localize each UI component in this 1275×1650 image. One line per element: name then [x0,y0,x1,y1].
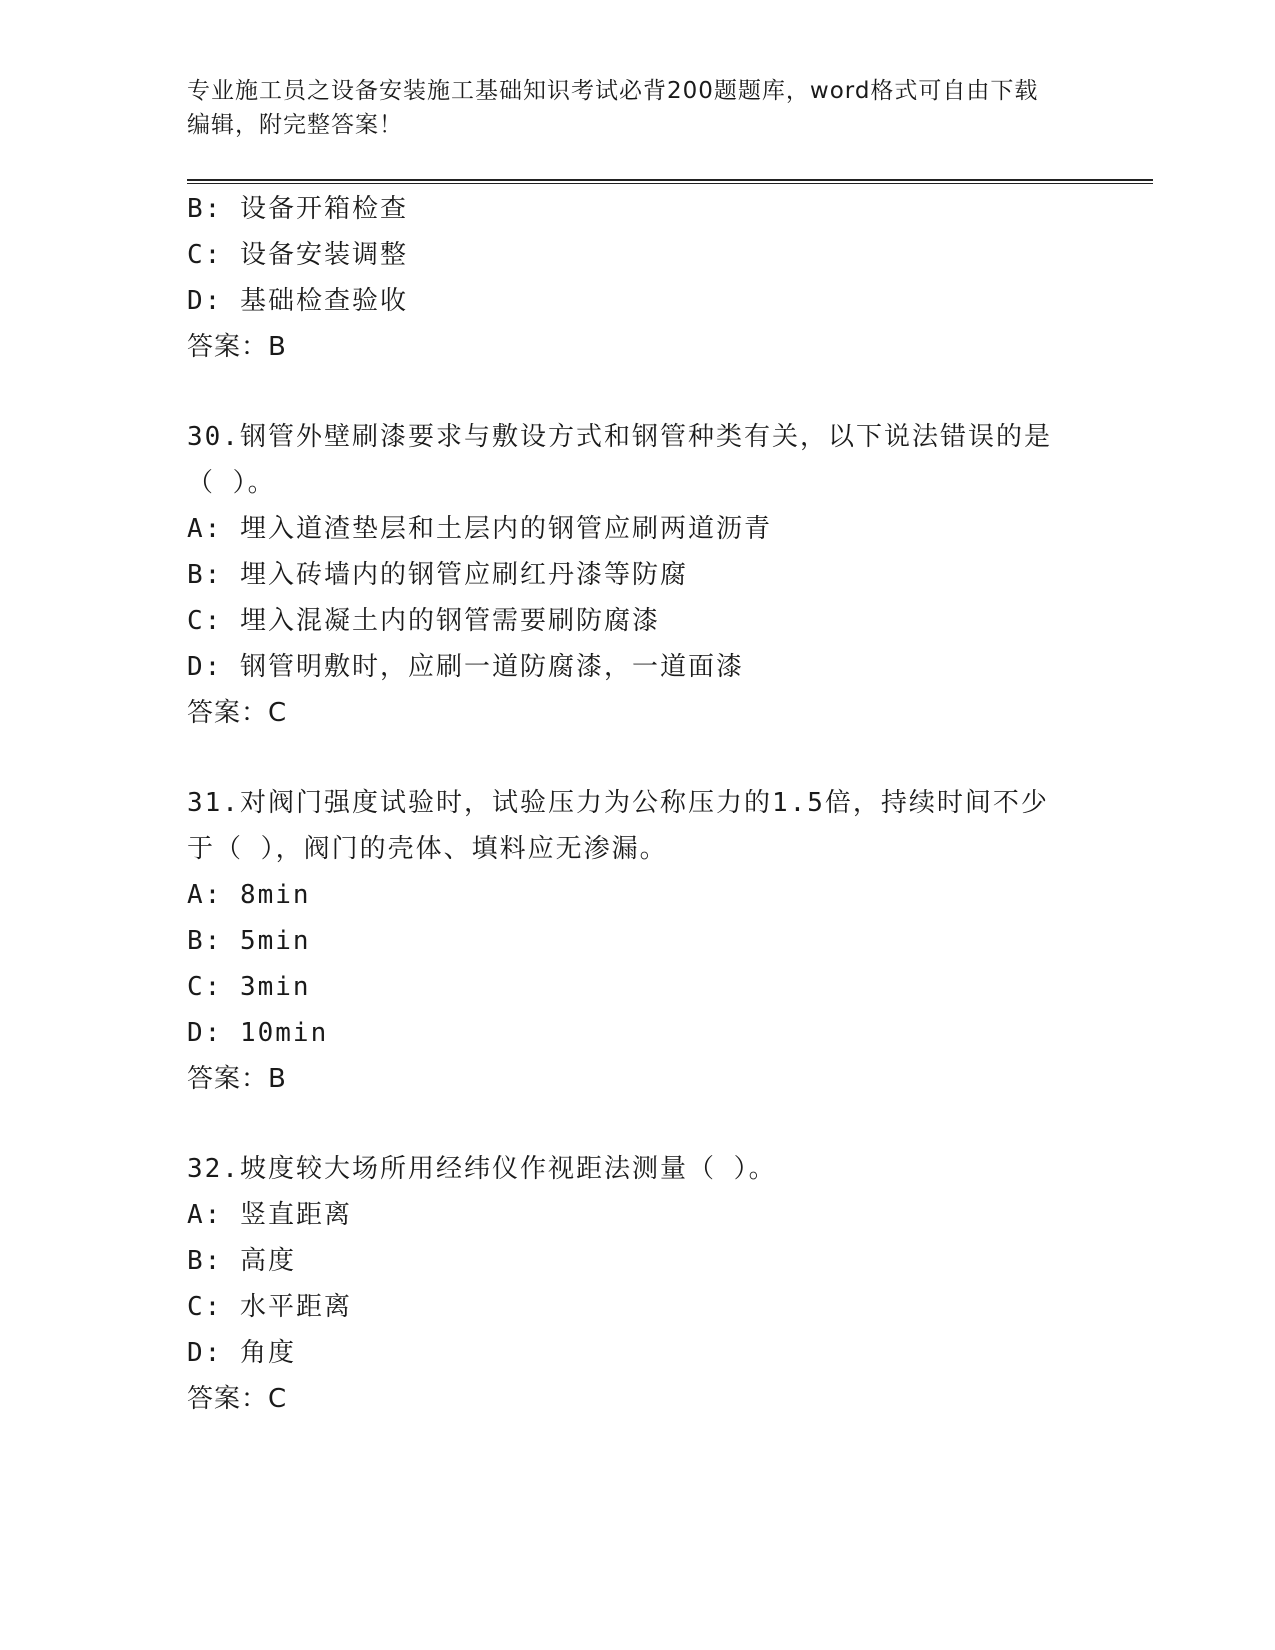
header-title-line-1: 专业施工员之设备安装施工基础知识考试必背200题题库，word格式可自由下载 [187,78,1039,104]
option-b: B: 设备开箱检查 [187,194,408,224]
question-text-line-2: 于（ ），阀门的壳体、填料应无渗漏。 [187,834,668,864]
option-a: A: 8min [187,880,311,910]
option-a: A: 埋入道渣垫层和土层内的钢管应刷两道沥青 [187,514,772,544]
option-d: D: 角度 [187,1338,296,1368]
option-b: B: 5min [187,926,311,956]
option-d: D: 钢管明敷时，应刷一道防腐漆，一道面漆 [187,652,744,682]
spacer [187,1102,1087,1146]
question-text-line-1: 30.钢管外壁刷漆要求与敷设方式和钢管种类有关，以下说法错误的是 [187,422,1052,452]
question-32 [187,1146,1087,1422]
answer-label: 答案：B [187,1064,287,1094]
question-list [187,186,1087,1422]
spacer [187,370,1087,414]
answer-label: 答案：C [187,698,288,728]
spacer [187,736,1087,780]
document-header [187,74,1087,142]
question-31 [187,780,1087,1102]
question-text-line-2: （ ）。 [187,468,276,498]
answer-label: 答案：C [187,1384,288,1414]
option-c: C: 水平距离 [187,1292,352,1322]
question-29-tail [187,186,1087,370]
option-c: C: 设备安装调整 [187,240,408,270]
answer-label: 答案：B [187,332,287,362]
option-b: B: 埋入砖墙内的钢管应刷红丹漆等防腐 [187,560,688,590]
option-b: B: 高度 [187,1246,296,1276]
question-text-line-1: 32.坡度较大场所用经纬仪作视距法测量（ ）。 [187,1154,777,1184]
question-text-line-1: 31.对阀门强度试验时，试验压力为公称压力的1.5倍，持续时间不少 [187,788,1049,818]
header-divider [187,179,1153,184]
header-title-line-2: 编辑，附完整答案！ [187,112,403,138]
question-30 [187,414,1087,736]
option-c: C: 埋入混凝土内的钢管需要刷防腐漆 [187,606,660,636]
option-d: D: 10min [187,1018,329,1048]
option-a: A: 竖直距离 [187,1200,352,1230]
option-d: D: 基础检查验收 [187,286,408,316]
option-c: C: 3min [187,972,311,1002]
